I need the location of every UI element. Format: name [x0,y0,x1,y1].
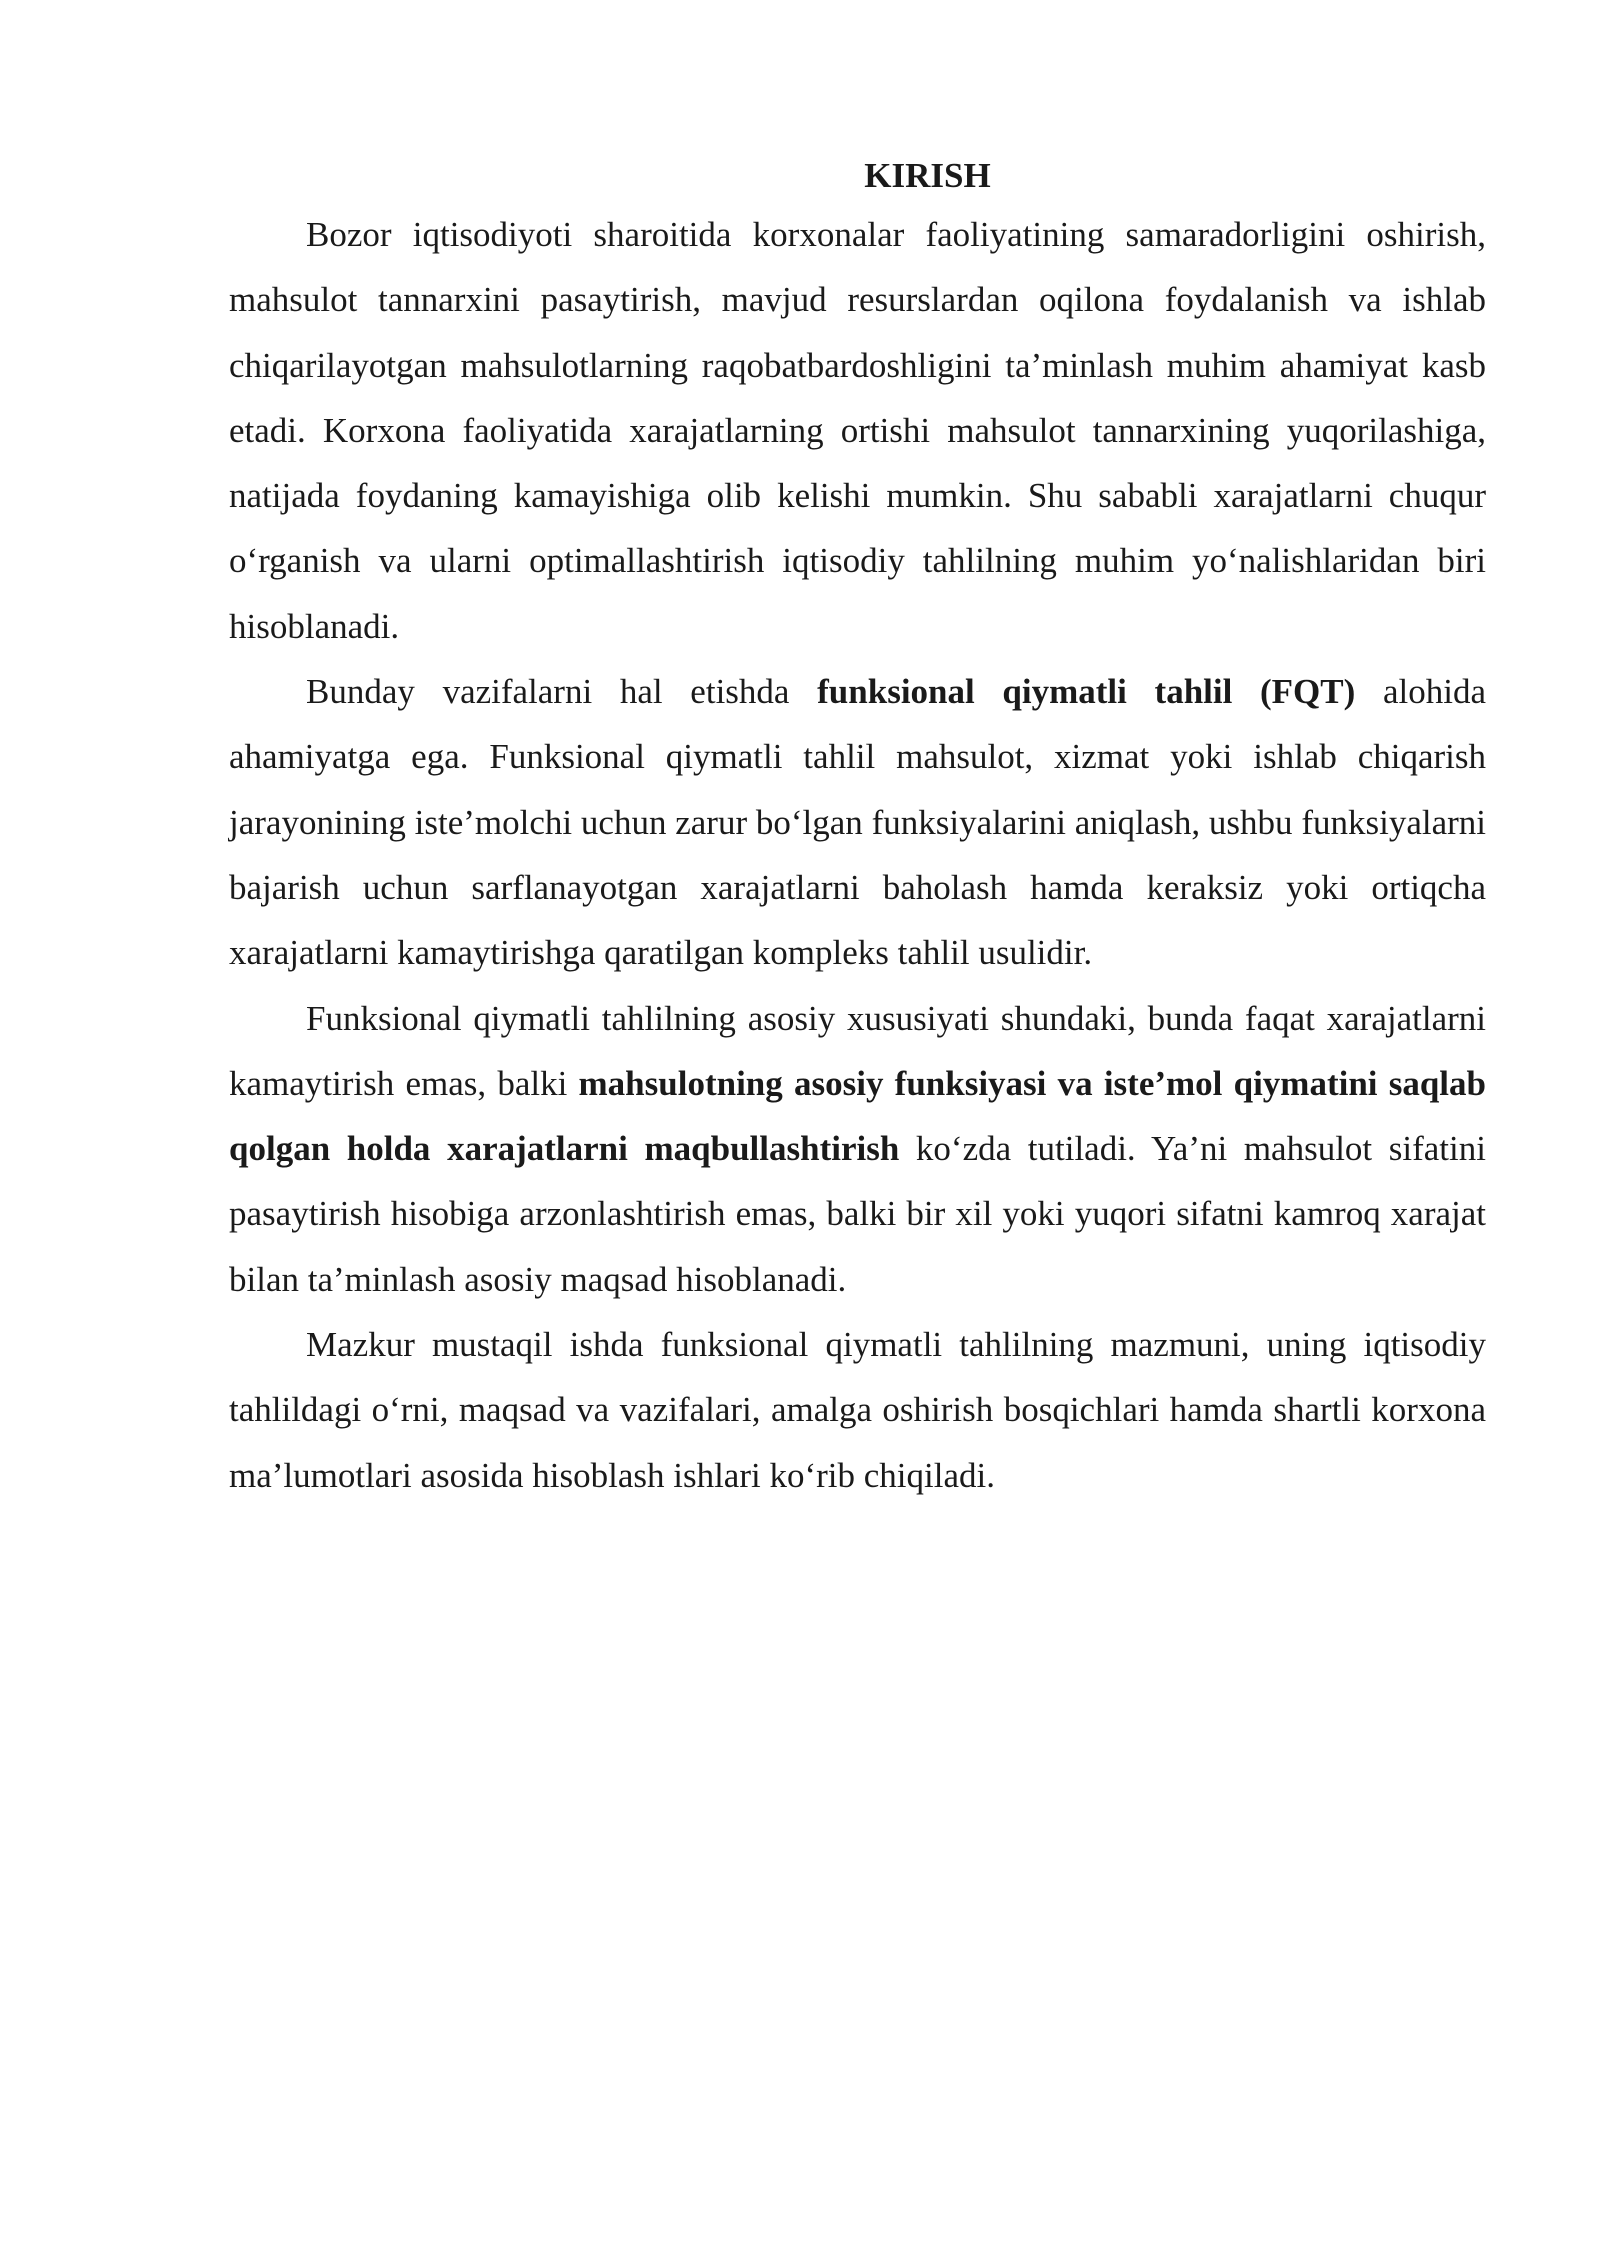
paragraph-1-text: Bozor iqtisodiyoti sharoitida korxonalar faoliyatining samaradorligini oshirish, mahsulot tannarxini pasaytirish, mavjud resurslardan oqilona foydalanish va ishlab chiqarilayotgan mahsulotlarning raqobatbardoshligini ta’minlash muhim ahamiyat kasb etadi. Korxona faoliyatida xarajatlarning ortishi mahsulot tannarxining yuqorilashiga, natijada foydaning kamayishiga olib kelishi mumkin. Shu sababli xarajatlarni chuqur o‘rganish va ularni optimallashtirish iqtisodiy tahlilning muhim yo‘nalishlaridan biri hisoblanadi. [229,215,1486,646]
paragraph-3-text-start: Funksional qiymatli tahlilning asosiy xususiyati shundaki, bunda faqat xarajatlarni kamaytirish emas, balki [229,998,1486,1103]
paragraph-3-bold-phrase: mahsulotning asosiy funksiyasi va iste’mol qiymatini saqlab qolgan holda xarajatlarni maqbullashtirish [229,1063,1486,1169]
document-body [229,150,1486,1508]
paragraph-3-text-end: ko‘zda tutiladi. Ya’ni mahsulot sifatini pasaytirish hisobiga arzonlashtirish emas, balki bir xil yoki yuqori sifatni kamroq xarajat bilan ta’minlash asosiy maqsad hisoblanadi. [229,1129,1486,1299]
paragraph-3 [229,986,1486,1312]
paragraph-1 [229,202,1486,659]
paragraph-4 [229,1312,1486,1508]
paragraph-2-text-start: Bunday vazifalarni hal etishda [306,672,818,712]
paragraph-4-text: Mazkur mustaqil ishda funksional qiymatli tahlilning mazmuni, uning iqtisodiy tahlildagi o‘rni, maqsad va vazifalari, amalga oshirish bosqichlari hamda shartli korxona ma’lumotlari asosida hisoblash ishlari ko‘rib chiqiladi. [229,1325,1486,1495]
paragraph-2 [229,659,1486,985]
paragraph-2-text-end: alohida ahamiyatga ega. Funksional qiymatli tahlil mahsulot, xizmat yoki ishlab chiqarish jarayonining iste’molchi uchun zarur bo‘lgan funksiyalarini aniqlash, ushbu funksiyalarni bajarish uchun sarflanayotgan xarajatlarni baholash hamda keraksiz yoki ortiqcha xarajatlarni kamaytirishga qaratilgan kompleks tahlil usulidir. [229,672,1486,973]
page-title: KIRISH [864,156,991,195]
paragraph-2-bold-term: funksional qiymatli tahlil (FQT) [817,672,1356,712]
